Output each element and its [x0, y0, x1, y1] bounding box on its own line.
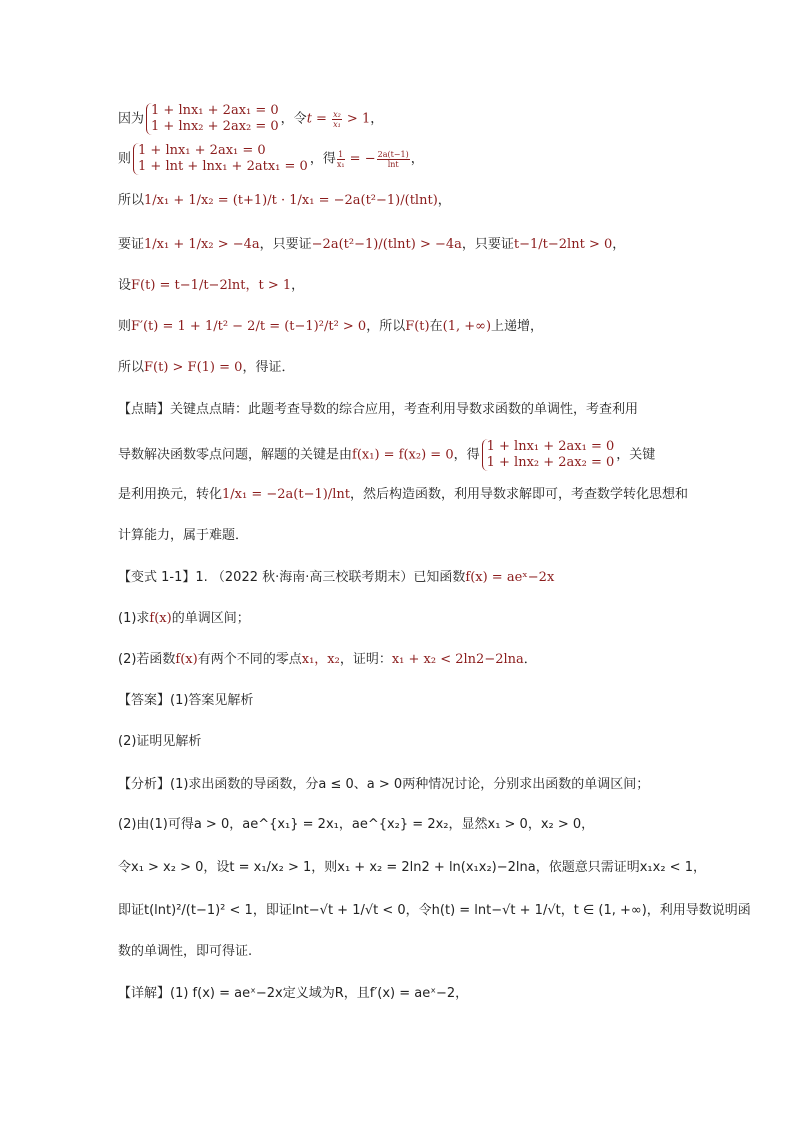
- question-1: (1)求f(x)的单调区间；: [118, 611, 250, 626]
- note-line-2: 导数解决函数零点问题，解题的关键是由f(x₁) = f(x₂) = 0，得 1 + lnx₁ + 2ax₁ = 0 1 + lnx₂ + 2ax₂ = 0 ，关键: [118, 439, 656, 470]
- fraction: $\frac{\text{x₂}}{\text{x₁}}$: [333, 109, 341, 129]
- analysis-line-3: 令x₁ > x₂ > 0，设t = x₁/x₂ > 1，则x₁ + x₂ = 2ln2 + ln(x₁x₂)−2lna，依题意只需证明x₁x₂ < 1，: [118, 860, 706, 875]
- line-3: 所以1/x₁ + 1/x₂ = (t+1)/t · 1/x₁ = −2a(t²−1)/(tlnt)，: [118, 193, 451, 208]
- analysis-line-4: 即证t(lnt)²/(t−1)² < 1，即证lnt−√t + 1/√t < 0，令h(t) = lnt−√t + 1/√t，t ∈ (1, +∞)，利用导数说明函: [118, 903, 751, 918]
- line-1: 因为 1 + lnx₁ + 2ax₁ = 0 1 + lnx₂ + 2ax₂ = 0 ，令t = $\frac{\text{x₂}}{\text{x₁}}$ > 1，: [118, 103, 384, 134]
- detail-line-1: 【详解】(1) f(x) = aeˣ−2x定义域为R，且f′(x) = aeˣ−2，: [118, 986, 469, 1001]
- note-line-4: 计算能力，属于难题．: [118, 528, 249, 543]
- equation-system: 1 + lnx₁ + 2ax₁ = 0 1 + lnx₂ + 2ax₂ = 0: [482, 439, 615, 471]
- question-2: (2)若函数f(x)有两个不同的零点x₁，x₂，证明：x₁ + x₂ < 2ln2−2lna．: [118, 652, 537, 667]
- answer-2: (2)证明见解析: [118, 734, 202, 749]
- analysis-line-2: (2)由(1)可得a > 0，ae^{x₁} = 2x₁，ae^{x₂} = 2x₂，显然x₁ > 0，x₂ > 0，: [118, 817, 595, 832]
- variant-title: 【变式 1-1】1. （2022 秋·海南·高三校联考期末）已知函数f(x) = aeˣ−2x: [118, 570, 555, 585]
- line-4: 要证1/x₁ + 1/x₂ > −4a，只要证−2a(t²−1)/(tlnt) > −4a，只要证t−1/t−2lnt > 0，: [118, 237, 626, 252]
- fraction: $\frac{1}{\text{x₁}}$: [336, 149, 345, 169]
- fraction: $\frac{2a(t-1)}{\ln t}$: [377, 149, 409, 169]
- equation-system: 1 + lnx₁ + 2ax₁ = 0 1 + lnt + lnx₁ + 2atx₁ = 0: [133, 143, 308, 175]
- line-2: 则 1 + lnx₁ + 2ax₁ = 0 1 + lnt + lnx₁ + 2atx₁ = 0 ，得 $\frac{1}{\text{x₁}}$ = − $\frac{2a(t-1)}{\ln t}$ ，: [118, 143, 424, 174]
- note-line-1: 【点睛】关键点点睛：此题考查导数的综合应用，考查利用导数求函数的单调性，考查利用: [118, 402, 639, 417]
- analysis-line-5: 数的单调性，即可得证.: [118, 944, 253, 959]
- line-6: 则F′(t) = 1 + 1/t² − 2/t = (t−1)²/t² > 0，所以F(t)在(1, +∞)上递增，: [118, 319, 544, 334]
- line-5: 设F(t) = t−1/t−2lnt，t > 1，: [118, 278, 305, 293]
- analysis-line-1: 【分析】(1)求出函数的导函数，分a ≤ 0、a > 0两种情况讨论，分别求出函数的单调区间；: [118, 777, 650, 792]
- line-7: 所以F(t) > F(1) = 0，得证．: [118, 360, 295, 375]
- equation-system: 1 + lnx₁ + 2ax₁ = 0 1 + lnx₂ + 2ax₂ = 0: [146, 103, 279, 135]
- note-line-3: 是利用换元，转化1/x₁ = −2a(t−1)/lnt，然后构造函数，利用导数求解即可，考查数学转化思想和: [118, 487, 688, 502]
- answer-1: 【答案】(1)答案见解析: [118, 693, 254, 708]
